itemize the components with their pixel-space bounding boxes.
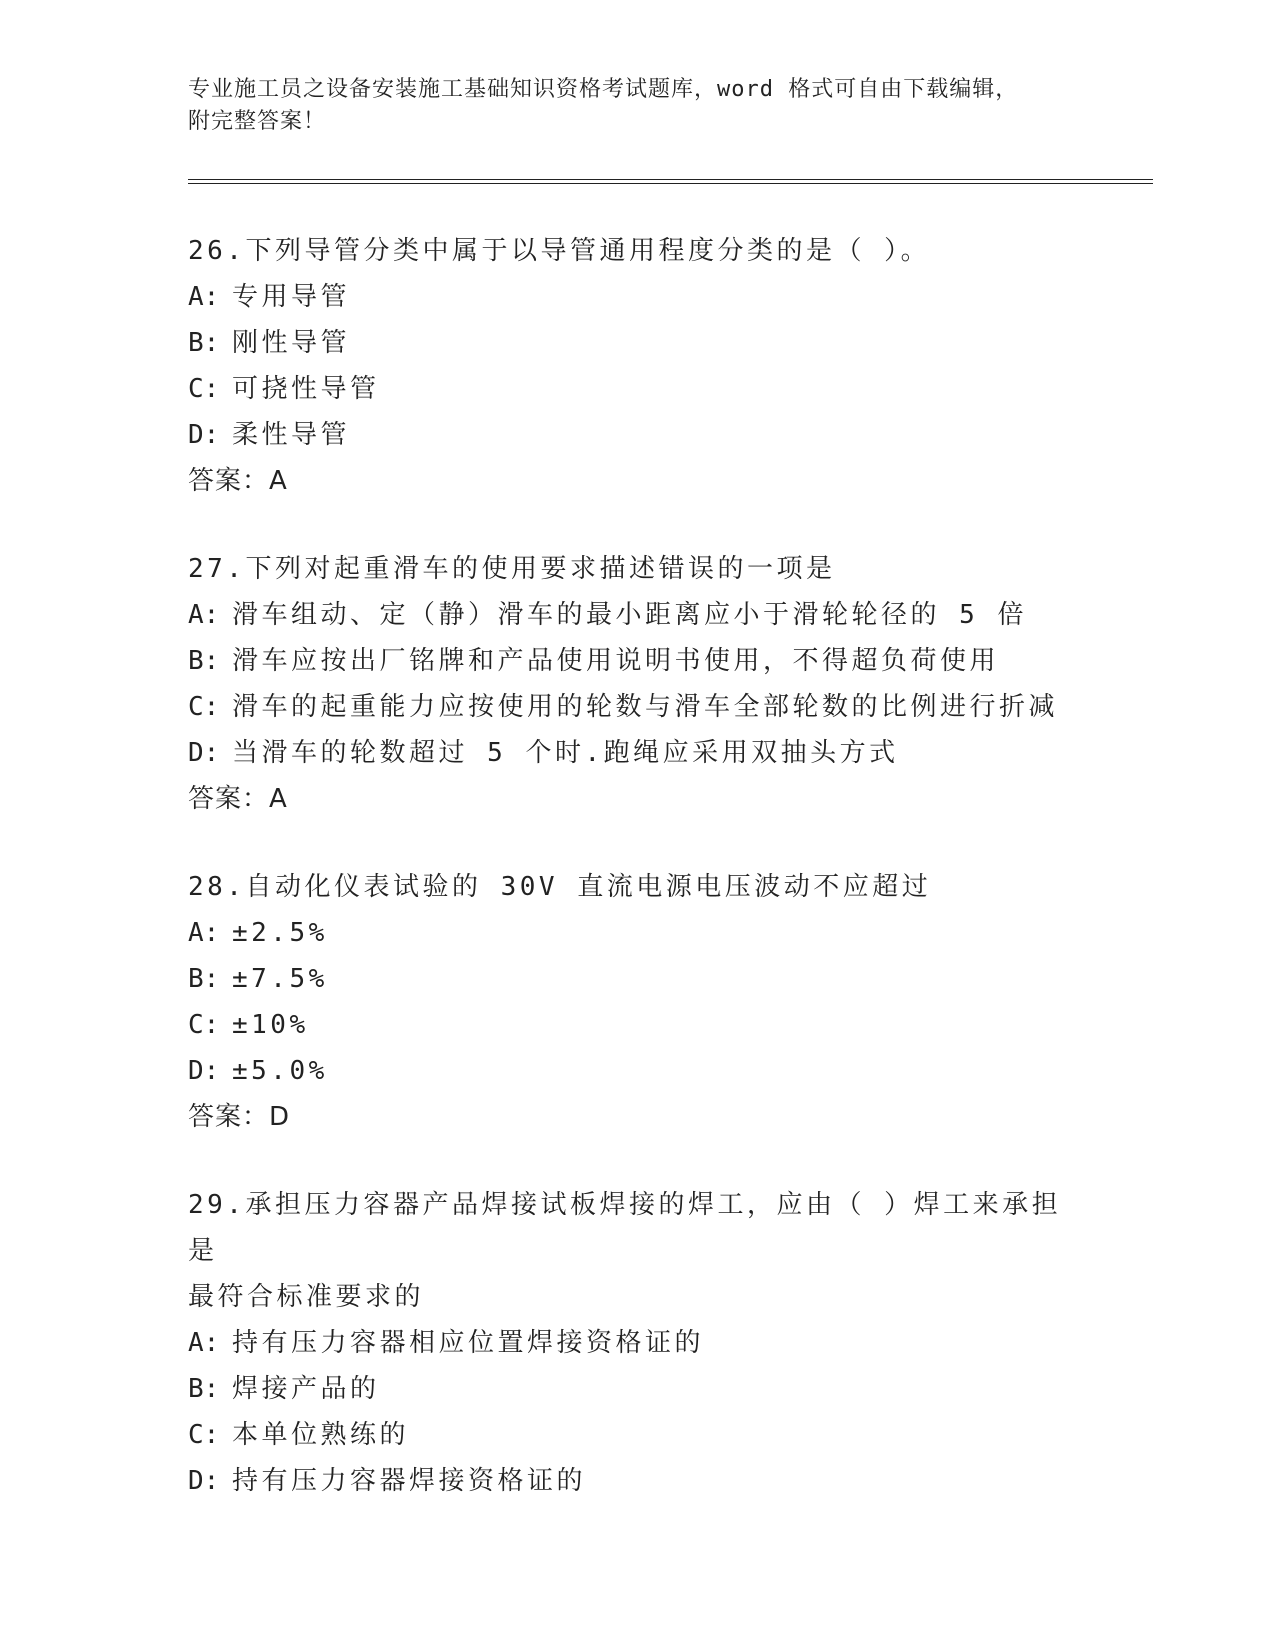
- option-text: ±7.5%: [232, 964, 328, 994]
- header-line-2: 附完整答案！: [188, 109, 327, 134]
- option-text: 柔性导管: [232, 420, 351, 450]
- option-text: ±10%: [232, 1010, 309, 1040]
- document-header: [188, 74, 1108, 138]
- option-letter: C:: [188, 692, 220, 722]
- option-text: 滑车的起重能力应按使用的轮数与滑车全部轮数的比例进行折减: [232, 692, 1059, 722]
- option-c: [188, 1412, 1088, 1458]
- option-text: 持有压力容器相应位置焊接资格证的: [232, 1328, 705, 1358]
- option-letter: C:: [188, 1420, 220, 1450]
- option-a: [188, 592, 1088, 638]
- option-letter: B:: [188, 646, 220, 676]
- question-stem-line-2: 最符合标准要求的: [188, 1282, 425, 1312]
- option-text: 刚性导管: [232, 328, 351, 358]
- option-letter: A:: [188, 918, 220, 948]
- option-c: [188, 366, 1088, 412]
- answer-line: 答案：D: [188, 1102, 291, 1132]
- option-d: [188, 730, 1088, 776]
- option-c: [188, 684, 1088, 730]
- option-letter: D:: [188, 1056, 220, 1086]
- option-d: [188, 412, 1088, 458]
- question-28: [188, 864, 1088, 1140]
- option-text: 持有压力容器焊接资格证的: [232, 1466, 587, 1496]
- option-b: [188, 956, 1088, 1002]
- option-text: 本单位熟练的: [232, 1420, 410, 1450]
- question-stem-line-1: 29.承担压力容器产品焊接试板焊接的焊工，应由（ ）焊工来承担是: [188, 1190, 1062, 1266]
- option-text: 滑车应按出厂铭牌和产品使用说明书使用，不得超负荷使用: [232, 646, 1000, 676]
- option-text: ±2.5%: [232, 918, 328, 948]
- question-29: [188, 1182, 1088, 1504]
- option-text: 专用导管: [232, 282, 351, 312]
- option-b: [188, 1366, 1088, 1412]
- option-letter: C:: [188, 374, 220, 404]
- question-26: [188, 228, 1088, 504]
- option-letter: D:: [188, 1466, 220, 1496]
- option-letter: C:: [188, 1010, 220, 1040]
- question-stem: 26.下列导管分类中属于以导管通用程度分类的是（ ）。: [188, 236, 931, 266]
- option-b: [188, 320, 1088, 366]
- option-a: [188, 910, 1088, 956]
- option-letter: B:: [188, 328, 220, 358]
- option-text: 滑车组动、定（静）滑车的最小距离应小于滑轮轮径的 5 倍: [232, 600, 1027, 630]
- option-letter: A:: [188, 1328, 220, 1358]
- header-line-1: 专业施工员之设备安装施工基础知识资格考试题库，word 格式可自由下载编辑，: [188, 77, 1019, 102]
- option-letter: D:: [188, 420, 220, 450]
- option-text: 可挠性导管: [232, 374, 380, 404]
- header-divider-bottom: [188, 183, 1153, 184]
- option-letter: B:: [188, 1374, 220, 1404]
- question-stem: 28.自动化仪表试验的 30V 直流电源电压波动不应超过: [188, 872, 932, 902]
- answer-line: 答案：A: [188, 784, 288, 814]
- header-divider-top: [188, 179, 1153, 180]
- answer-line: 答案：A: [188, 466, 288, 496]
- option-text: 当滑车的轮数超过 5 个时.跑绳应采用双抽头方式: [232, 738, 899, 768]
- option-letter: A:: [188, 282, 220, 312]
- option-letter: B:: [188, 964, 220, 994]
- option-letter: D:: [188, 738, 220, 768]
- option-d: [188, 1458, 1088, 1504]
- option-c: [188, 1002, 1088, 1048]
- option-b: [188, 638, 1088, 684]
- option-a: [188, 1320, 1088, 1366]
- option-d: [188, 1048, 1088, 1094]
- option-a: [188, 274, 1088, 320]
- question-stem: 27.下列对起重滑车的使用要求描述错误的一项是: [188, 554, 836, 584]
- question-27: [188, 546, 1088, 822]
- option-text: ±5.0%: [232, 1056, 328, 1086]
- option-text: 焊接产品的: [232, 1374, 380, 1404]
- option-letter: A:: [188, 600, 220, 630]
